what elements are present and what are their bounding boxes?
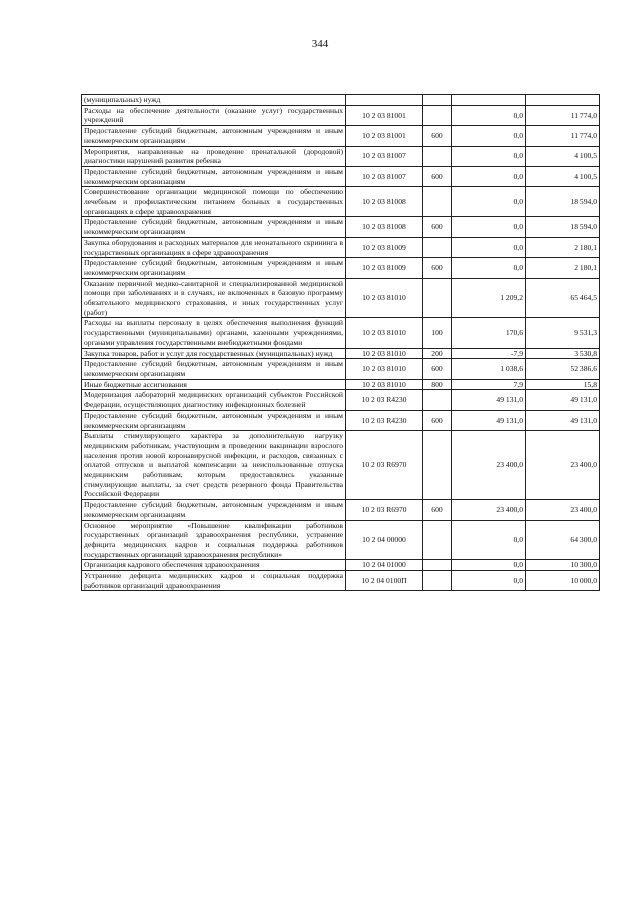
row-total-amount-cell: 4 100,5 — [526, 146, 600, 166]
row-total-amount-cell: 23 400,0 — [526, 431, 600, 500]
row-total-amount-cell: 9 531,3 — [526, 318, 600, 348]
row-expense-type-cell — [423, 237, 452, 257]
row-change-amount-cell: 0,0 — [452, 217, 526, 237]
table-row — [82, 258, 600, 278]
table-row — [82, 410, 600, 430]
row-change-amount-cell: 170,6 — [452, 318, 526, 348]
row-code-cell: 10 2 03 81010 — [346, 278, 423, 318]
row-total-amount-cell: 3 530,8 — [526, 348, 600, 359]
row-expense-type-cell — [423, 105, 452, 125]
row-code-cell: 10 2 03 81010 — [346, 379, 423, 390]
row-expense-type-cell: 800 — [423, 379, 452, 390]
row-code-cell: 10 2 04 01000 — [346, 560, 423, 571]
row-total-amount-cell: 10 000,0 — [526, 571, 600, 591]
row-name-cell: Модернизация лабораторий медицинских организаций субъектов Российской Федерации, осуществляющих диагностику инфекционных болезней — [82, 390, 346, 410]
table-row — [82, 95, 600, 106]
row-expense-type-cell — [423, 278, 452, 318]
row-expense-type-cell: 600 — [423, 258, 452, 278]
row-total-amount-cell: 23 400,0 — [526, 500, 600, 520]
row-expense-type-cell: 600 — [423, 410, 452, 430]
row-expense-type-cell — [423, 390, 452, 410]
row-code-cell: 10 2 04 00000 — [346, 520, 423, 560]
row-total-amount-cell: 65 464,5 — [526, 278, 600, 318]
row-total-amount-cell: 49 131,0 — [526, 390, 600, 410]
row-code-cell: 10 2 03 R6970 — [346, 500, 423, 520]
budget-table-body — [82, 95, 600, 591]
row-name-cell: Основное мероприятие «Повышение квалификации работников государственных организаций здравоохранения республики, устранение дефицита медицинских кадров и социальная поддержка работников государственных организаций здравоохранения республики» — [82, 520, 346, 560]
row-name-cell: Закупка оборудования и расходных материалов для неонатального скрининга в государственных организациях в сфере здравоохранения — [82, 237, 346, 257]
row-change-amount-cell: 0,0 — [452, 146, 526, 166]
row-name-cell: Выплаты стимулирующего характера за дополнительную нагрузку медицинским работникам, участвующим в проведении вакцинации взрослого населения против новой коронавирусной инфекции, и расходов, связанных с оплатой отпусков и выплатой компенсации за неиспользованные отпуска медицинским работникам, которым предоставлялись указанные стимулирующие выплаты, за счет средств резервного фонда Правительства Российской Федерации — [82, 431, 346, 500]
row-total-amount-cell: 18 594,0 — [526, 217, 600, 237]
row-name-cell: Предоставление субсидий бюджетным, автономным учреждениям и иным некоммерческим организациям — [82, 500, 346, 520]
table-row — [82, 560, 600, 571]
row-change-amount-cell: 1 209,2 — [452, 278, 526, 318]
row-name-cell: Предоставление субсидий бюджетным, автономным учреждениям и иным некоммерческим организациям — [82, 258, 346, 278]
table-row — [82, 278, 600, 318]
row-name-cell: Расходы на выплаты персоналу в целях обеспечения выполнения функций государственными (муниципальными) органами, казенными учреждениями, органами управления государственными внебюджетными фондами — [82, 318, 346, 348]
row-expense-type-cell: 200 — [423, 348, 452, 359]
row-code-cell: 10 2 03 81008 — [346, 217, 423, 237]
row-name-cell: Предоставление субсидий бюджетным, автономным учреждениям и иным некоммерческим организациям — [82, 217, 346, 237]
row-name-cell: Расходы на обеспечение деятельности (оказание услуг) государственных учреждений — [82, 105, 346, 125]
table-row — [82, 187, 600, 217]
row-expense-type-cell — [423, 431, 452, 500]
row-name-cell: Предоставление субсидий бюджетным, автономным учреждениям и иным некоммерческим организациям — [82, 166, 346, 186]
row-total-amount-cell: 18 594,0 — [526, 187, 600, 217]
row-name-cell: Иные бюджетные ассигнования — [82, 379, 346, 390]
row-expense-type-cell: 600 — [423, 500, 452, 520]
table-row — [82, 318, 600, 348]
row-code-cell: 10 2 03 81010 — [346, 348, 423, 359]
budget-table — [81, 94, 600, 591]
table-row — [82, 217, 600, 237]
row-name-cell: Предоставление субсидий бюджетным, автономным учреждениям и иным некоммерческим организациям — [82, 126, 346, 146]
row-name-cell: Оказание первичной медико-санитарной и специализированной медицинской помощи при заболеваниях и в случаях, не включенных в базовую программу обязательного медицинского страхования, и иных государственных услуг (работ) — [82, 278, 346, 318]
row-change-amount-cell: 7,9 — [452, 379, 526, 390]
row-total-amount-cell: 2 180,1 — [526, 258, 600, 278]
row-code-cell: 10 2 03 81010 — [346, 359, 423, 379]
row-code-cell: 10 2 03 81010 — [346, 318, 423, 348]
table-row — [82, 146, 600, 166]
table-row — [82, 431, 600, 500]
row-code-cell: 10 2 03 81007 — [346, 146, 423, 166]
row-code-cell: 10 2 03 81001 — [346, 105, 423, 125]
row-code-cell — [346, 95, 423, 106]
table-row — [82, 126, 600, 146]
row-change-amount-cell: 23 400,0 — [452, 500, 526, 520]
row-code-cell: 10 2 03 R4230 — [346, 410, 423, 430]
table-row — [82, 520, 600, 560]
row-change-amount-cell — [452, 95, 526, 106]
row-name-cell: Предоставление субсидий бюджетным, автономным учреждениям и иным некоммерческим организациям — [82, 410, 346, 430]
row-change-amount-cell: 0,0 — [452, 258, 526, 278]
page-number: 344 — [311, 38, 329, 50]
row-expense-type-cell — [423, 560, 452, 571]
row-name-cell: Совершенствование организации медицинской помощи по обеспечению лечебным и профилактическим питанием больных в государственных организациях в сфере здравоохранения — [82, 187, 346, 217]
table-row — [82, 237, 600, 257]
row-expense-type-cell — [423, 571, 452, 591]
row-total-amount-cell: 11 774,0 — [526, 105, 600, 125]
row-change-amount-cell: 0,0 — [452, 105, 526, 125]
row-code-cell: 10 2 03 81009 — [346, 258, 423, 278]
row-change-amount-cell: 0,0 — [452, 520, 526, 560]
row-change-amount-cell: 0,0 — [452, 166, 526, 186]
row-expense-type-cell — [423, 187, 452, 217]
row-change-amount-cell: 0,0 — [452, 187, 526, 217]
row-expense-type-cell — [423, 95, 452, 106]
row-change-amount-cell: 1 038,6 — [452, 359, 526, 379]
row-name-cell: Предоставление субсидий бюджетным, автономным учреждениям и иным некоммерческим организациям — [82, 359, 346, 379]
row-total-amount-cell: 11 774,0 — [526, 126, 600, 146]
row-code-cell: 10 2 03 81001 — [346, 126, 423, 146]
row-name-cell: Закупка товаров, работ и услуг для государственных (муниципальных) нужд — [82, 348, 346, 359]
row-total-amount-cell: 4 100,5 — [526, 166, 600, 186]
table-row — [82, 359, 600, 379]
row-expense-type-cell — [423, 146, 452, 166]
row-expense-type-cell: 600 — [423, 359, 452, 379]
table-row — [82, 348, 600, 359]
table-row — [82, 379, 600, 390]
row-total-amount-cell — [526, 95, 600, 106]
row-name-cell: Устранение дефицита медицинских кадров и социальная поддержка работников организаций здравоохранения — [82, 571, 346, 591]
row-code-cell: 10 2 03 R6970 — [346, 431, 423, 500]
table-row — [82, 500, 600, 520]
row-code-cell: 10 2 03 81009 — [346, 237, 423, 257]
row-change-amount-cell: 0,0 — [452, 237, 526, 257]
row-expense-type-cell: 600 — [423, 126, 452, 146]
row-name-cell: Организация кадрового обеспечения здравоохранения — [82, 560, 346, 571]
row-code-cell: 10 2 03 81008 — [346, 187, 423, 217]
row-expense-type-cell — [423, 520, 452, 560]
row-code-cell: 10 2 04 0100П — [346, 571, 423, 591]
table-row — [82, 166, 600, 186]
table-row — [82, 571, 600, 591]
row-change-amount-cell: 0,0 — [452, 560, 526, 571]
table-row — [82, 390, 600, 410]
row-total-amount-cell: 49 131,0 — [526, 410, 600, 430]
row-name-cell: (муниципальных) нужд — [82, 95, 346, 106]
row-expense-type-cell: 100 — [423, 318, 452, 348]
row-expense-type-cell: 600 — [423, 217, 452, 237]
row-code-cell: 10 2 03 R4230 — [346, 390, 423, 410]
row-change-amount-cell: 23 400,0 — [452, 431, 526, 500]
row-change-amount-cell: 49 131,0 — [452, 410, 526, 430]
row-total-amount-cell: 52 386,6 — [526, 359, 600, 379]
row-total-amount-cell: 64 300,0 — [526, 520, 600, 560]
row-total-amount-cell: 10 300,0 — [526, 560, 600, 571]
row-change-amount-cell: 49 131,0 — [452, 390, 526, 410]
table-row — [82, 105, 600, 125]
row-code-cell: 10 2 03 81007 — [346, 166, 423, 186]
row-total-amount-cell: 2 180,1 — [526, 237, 600, 257]
row-expense-type-cell: 600 — [423, 166, 452, 186]
row-total-amount-cell: 15,8 — [526, 379, 600, 390]
row-change-amount-cell: 0,0 — [452, 571, 526, 591]
row-change-amount-cell: 0,0 — [452, 126, 526, 146]
row-name-cell: Мероприятия, направленные на проведение пренатальной (дородовой) диагностики нарушений развития ребенка — [82, 146, 346, 166]
row-change-amount-cell: -7,9 — [452, 348, 526, 359]
